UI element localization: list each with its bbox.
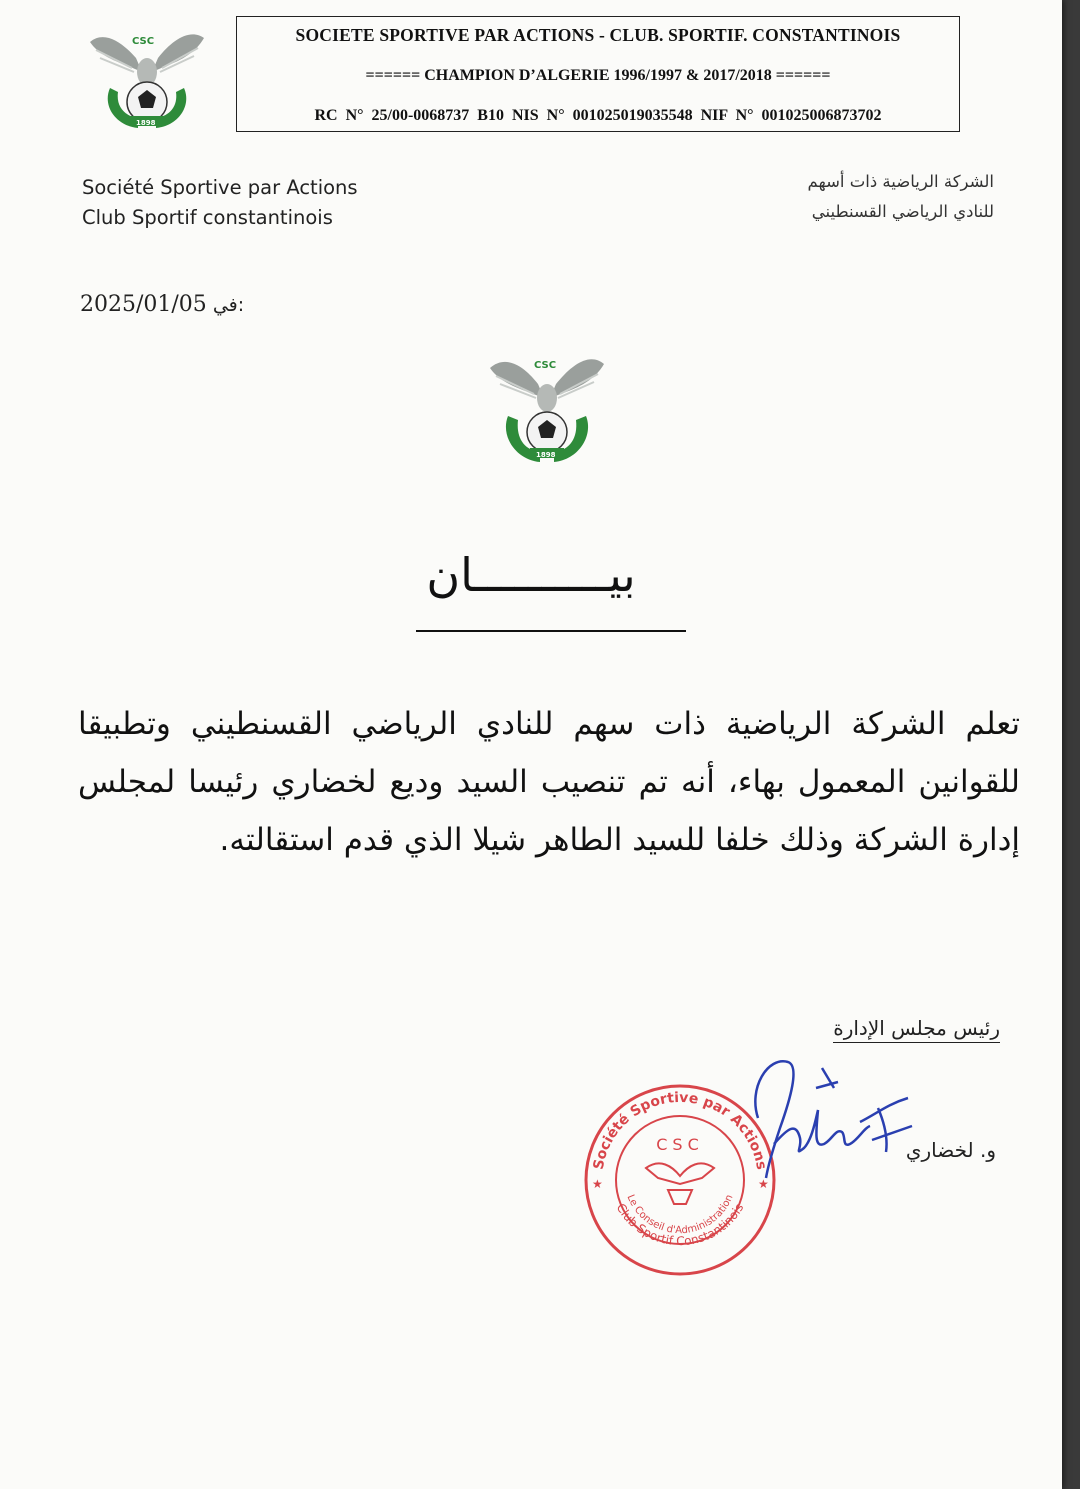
- handwritten-signature: [738, 1048, 918, 1188]
- logo-csc-text: CSC: [132, 36, 155, 47]
- logo-center-csc-text: CSC: [534, 360, 557, 371]
- letterhead-company-name: SOCIETE SPORTIVE PAR ACTIONS - CLUB. SPORTIF. CONSTANTINOIS: [295, 25, 901, 45]
- stamp-top-text: Société Sportive par Actions: [590, 1089, 770, 1171]
- document-date: [80, 292, 244, 317]
- title-underline: [416, 630, 686, 632]
- stamp-bottom-text: Club Sportif Constantinois: [613, 1201, 747, 1249]
- document-title: بيــــــــــان: [426, 548, 636, 602]
- letterhead-championships: ====== CHAMPION D’ALGERIE 1996/1997 & 2017/2018 ======: [365, 67, 831, 84]
- svg-text:★: ★: [592, 1177, 603, 1191]
- logo-center-year-text: 1898: [536, 451, 556, 459]
- date-prefix: في:: [212, 294, 245, 316]
- stamp-inner-text: Le Conseil d'Administration: [624, 1193, 736, 1237]
- stamp-center-text: CSC: [656, 1135, 704, 1154]
- org-name-ar-line2: للنادي الرياضي القسنطيني: [811, 202, 994, 221]
- org-name-ar-line1: الشركة الرياضية ذات أسهم: [807, 172, 994, 191]
- club-logo-center-icon: [484, 344, 610, 474]
- signatory-name: و. لخضاري: [905, 1138, 996, 1162]
- letterhead-registration-numbers: RC N° 25/00-0068737 B10 NIS N° 001025019035548 NIF N° 001025006873702: [314, 107, 882, 124]
- date-value: 2025/01/05: [80, 292, 207, 317]
- statement-body: تعلم الشركة الرياضية ذات سهم للنادي الرياضي القسنطيني وتطبيقا للقوانين المعمول بهاء، أنه تم تنصيب السيد وديع لخضاري رئيسا لمجلس إدارة الشركة وذلك خلفا للسيد الطاهر شيلا الذي قدم استقالته.: [78, 706, 1020, 858]
- org-name-fr-line1: Société Sportive par Actions: [82, 176, 358, 199]
- logo-year-text: 1898: [136, 119, 156, 127]
- club-logo-icon: [82, 20, 212, 136]
- letterhead-box: [236, 16, 960, 132]
- signatory-title: رئيس مجلس الإدارة: [833, 1016, 1000, 1043]
- svg-text:★: ★: [758, 1177, 769, 1191]
- org-name-fr-line2: Club Sportif constantinois: [82, 206, 333, 229]
